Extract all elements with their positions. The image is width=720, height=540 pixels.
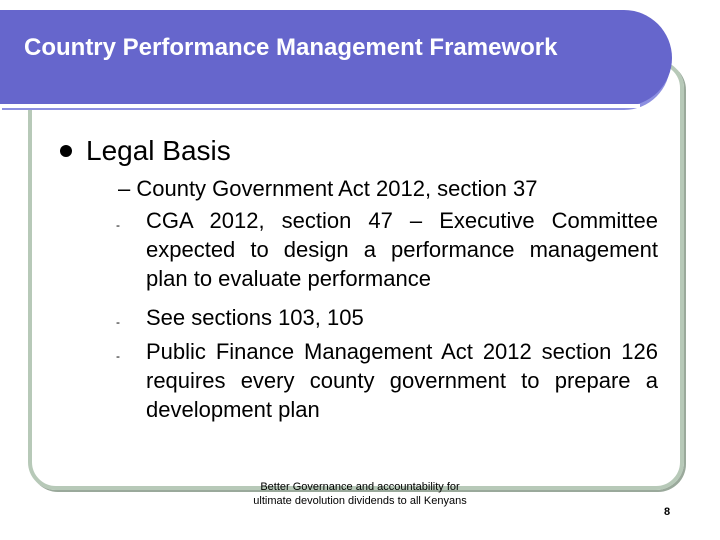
dash-marker: -	[116, 349, 120, 363]
title-underline	[0, 104, 640, 108]
item-see-sections: See sections 103, 105	[146, 305, 364, 330]
bullet-legal-basis	[60, 133, 231, 169]
dash-marker: -	[116, 315, 120, 329]
bullet-dot-icon	[60, 145, 72, 157]
title-bar	[0, 10, 672, 106]
dash-marker: -	[116, 218, 120, 232]
sub-bullet-county-government-act: – County Government Act 2012, section 37	[118, 176, 538, 201]
page-number: 8	[664, 506, 671, 518]
slide-title: Country Performance Management Framework	[24, 34, 558, 61]
item-pfm-act: Public Finance Management Act 2012 section 126 requires every county government to prepare a development plan	[146, 339, 658, 422]
item-cga-section-47: CGA 2012, section 47 – Executive Committee expected to design a performance management plan to evaluate performance	[146, 208, 658, 291]
footer-text: Better Governance and accountability for ultimate devolution dividends to all Kenyans	[253, 481, 467, 507]
heading-text: Legal Basis	[86, 135, 231, 166]
